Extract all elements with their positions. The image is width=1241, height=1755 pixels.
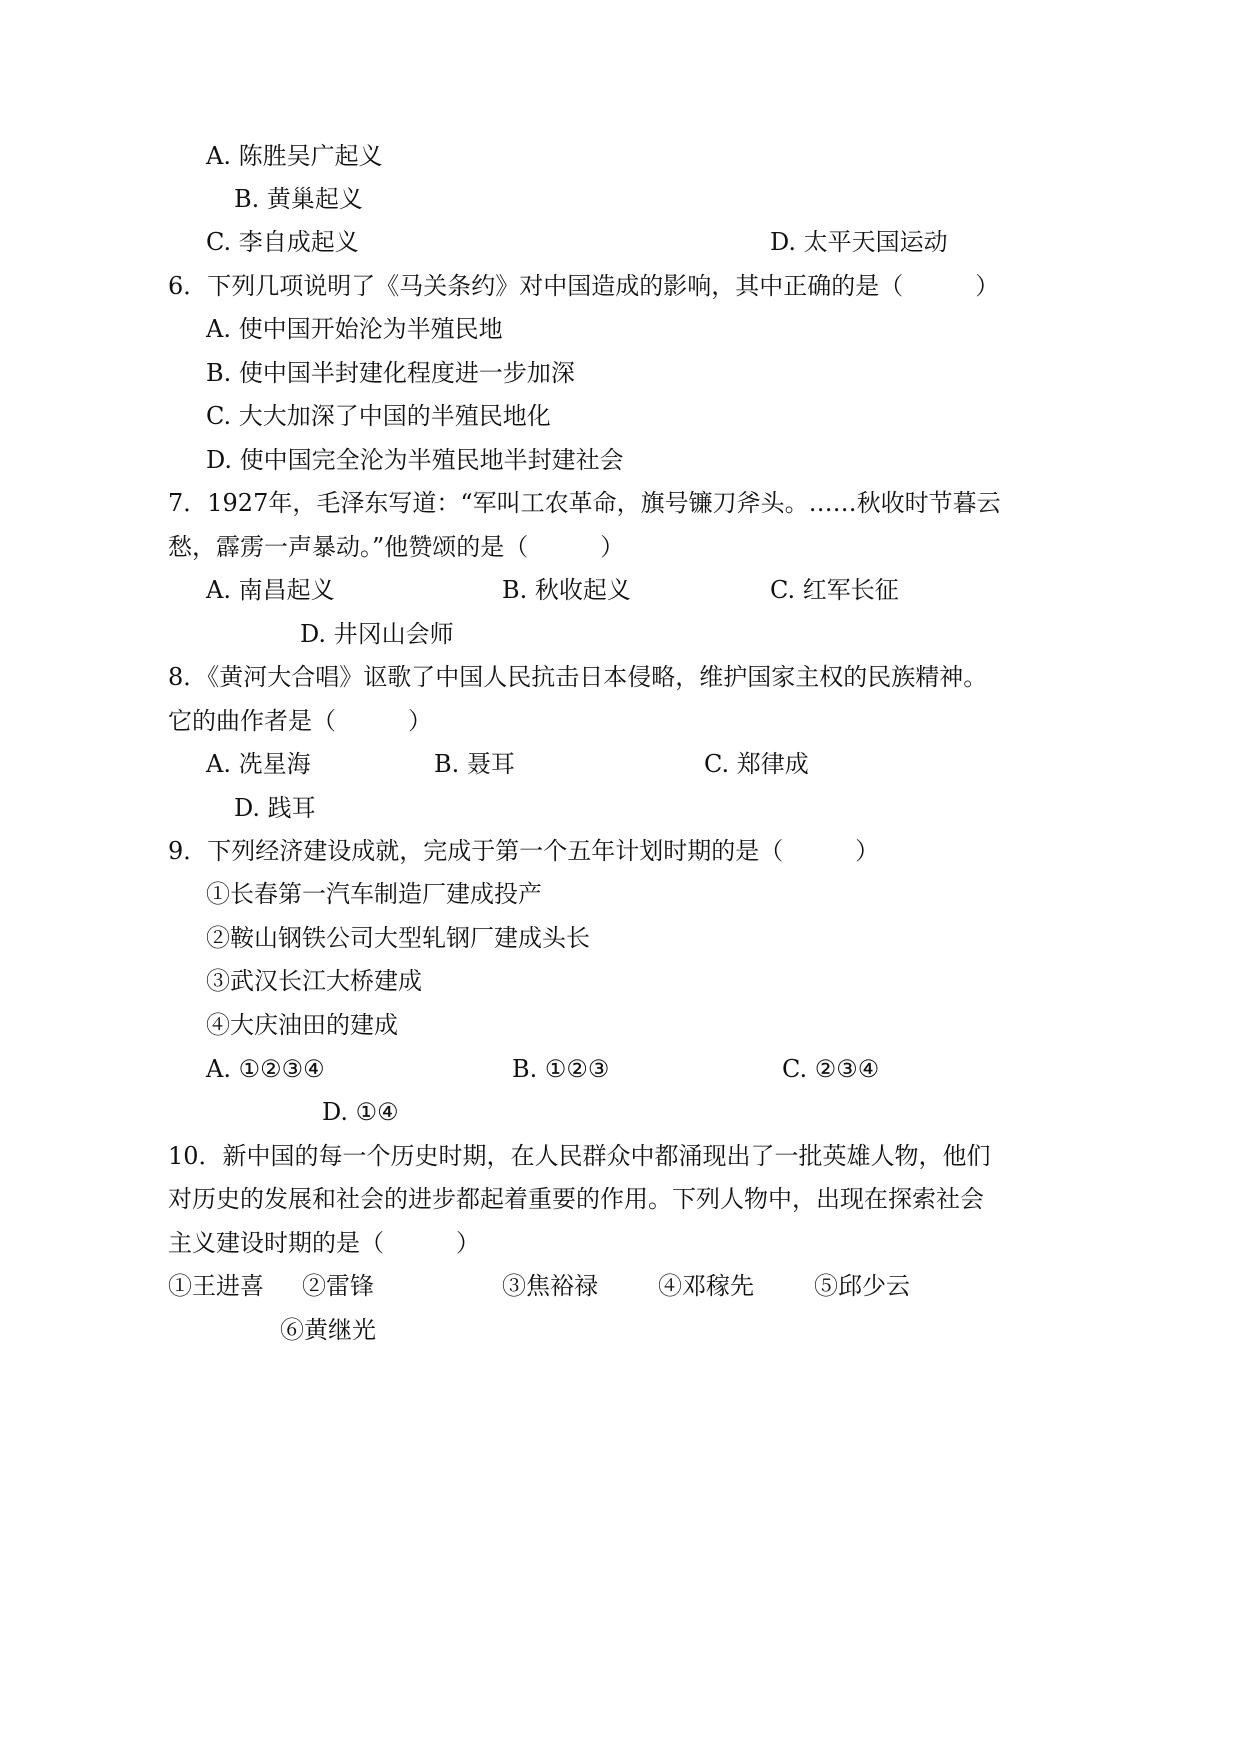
q8-option-b: B. 聂耳 [434, 750, 515, 778]
q10-stem-line1: 10．新中国的每一个历史时期，在人民群众中都涌现出了一批英雄人物，他们 [168, 1142, 991, 1170]
q7-option-c: C. 红军长征 [770, 576, 899, 604]
q8-stem-line2: 它的曲作者是（ ） [168, 707, 432, 735]
q9-item-4: ④大庆油田的建成 [206, 1011, 398, 1039]
q8-option-d: D. 践耳 [234, 794, 316, 822]
q10-stem-line2: 对历史的发展和社会的进步都起着重要的作用。下列人物中，出现在探索社会 [168, 1185, 984, 1213]
q9-option-a: A. ①②③④ [206, 1055, 325, 1083]
q6-stem: 6．下列几项说明了《马关条约》对中国造成的影响，其中正确的是（ ） [168, 272, 1000, 300]
q10-person-4: ④邓稼先 [658, 1272, 754, 1300]
q5-option-c: C. 李自成起义 [206, 228, 359, 256]
q10-person-6: ⑥黄继光 [280, 1316, 376, 1344]
q7-option-a: A. 南昌起义 [206, 576, 335, 604]
q10-person-1: ①王进喜 [168, 1272, 264, 1300]
q10-person-3: ③焦裕禄 [502, 1272, 598, 1300]
q5-option-d: D. 太平天国运动 [770, 228, 948, 256]
q9-option-c: C. ②③④ [782, 1055, 880, 1083]
q8-option-a: A. 冼星海 [206, 750, 311, 778]
q8-option-c: C. 郑律成 [704, 750, 809, 778]
q10-stem-line3: 主义建设时期的是（ ） [168, 1229, 480, 1257]
q9-option-d: D. ①④ [322, 1098, 399, 1126]
q10-person-5: ⑤邱少云 [814, 1272, 910, 1300]
q6-option-a: A. 使中国开始沦为半殖民地 [206, 315, 503, 343]
q7-stem-line2: 愁，霹雳一声暴动。”他赞颂的是（ ） [168, 533, 625, 561]
q6-option-b: B. 使中国半封建化程度进一步加深 [206, 359, 575, 387]
q6-option-c: C. 大大加深了中国的半殖民地化 [206, 402, 551, 430]
q5-option-b: B. 黄巢起义 [234, 185, 363, 213]
q9-item-2: ②鞍山钢铁公司大型轧钢厂建成头长 [206, 924, 590, 952]
q9-item-1: ①长春第一汽车制造厂建成投产 [206, 880, 542, 908]
q7-option-b: B. 秋收起义 [502, 576, 631, 604]
q6-option-d: D. 使中国完全沦为半殖民地半封建社会 [206, 446, 624, 474]
q9-item-3: ③武汉长江大桥建成 [206, 967, 422, 995]
q5-option-a: A. 陈胜吴广起义 [206, 142, 383, 170]
q9-stem: 9．下列经济建设成就，完成于第一个五年计划时期的是（ ） [168, 837, 880, 865]
q9-option-b: B. ①②③ [512, 1055, 610, 1083]
q7-stem-line1: 7．1927年，毛泽东写道：“军叫工农革命，旗号镰刀斧头。……秋收时节暮云 [168, 489, 1001, 517]
q8-stem-line1: 8．《黄河大合唱》讴歌了中国人民抗击日本侵略，维护国家主权的民族精神。 [168, 663, 988, 691]
q7-option-d: D. 井冈山会师 [300, 620, 454, 648]
q10-person-2: ②雷锋 [302, 1272, 374, 1300]
